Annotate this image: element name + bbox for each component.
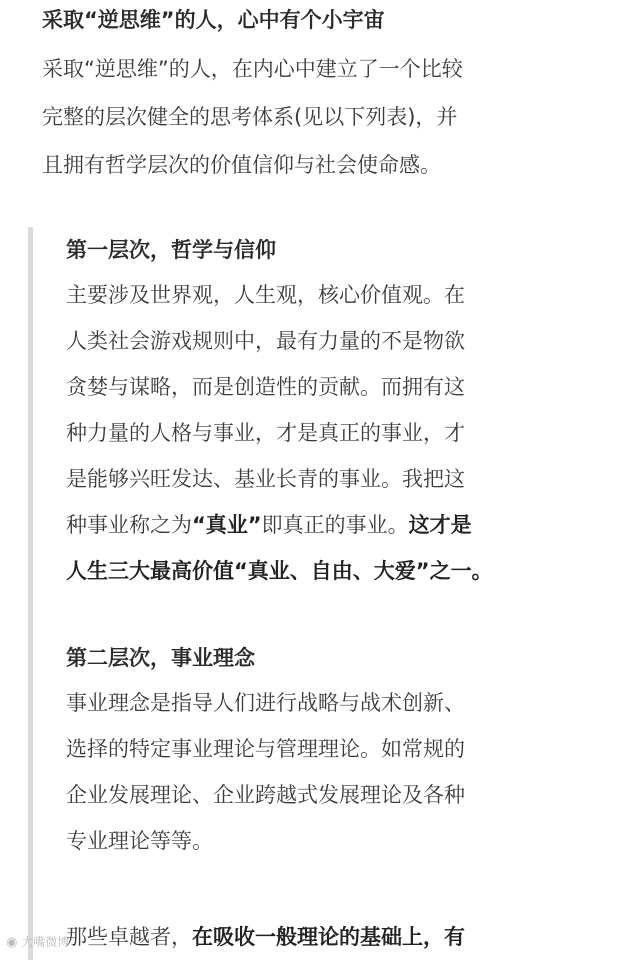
emphasis-text: 在吸收一般理论的基础上，有 xyxy=(192,925,465,949)
paragraph-line: 事业理念是指导人们进行战略与战术创新、 xyxy=(66,691,465,715)
paragraph-line: 选择的特定事业理论与管理理论。如常规的 xyxy=(66,737,465,761)
emphasis-text: 这才是 xyxy=(408,513,472,537)
text-run: 那些卓越者， xyxy=(66,925,192,949)
article-heading: 采取“逆思维”的人，心中有个小宇宙 xyxy=(42,8,385,32)
intro-paragraph xyxy=(42,45,602,189)
spacer xyxy=(66,864,606,914)
weibo-icon: ◉ xyxy=(6,935,18,950)
text-run: 种事业称之为 xyxy=(66,513,192,537)
section-title-level-1: 第一层次，哲学与信仰 xyxy=(66,238,276,262)
intro-line: 采取“逆思维”的人，在内心中建立了一个比较 xyxy=(42,57,463,81)
blockquote-bar xyxy=(28,227,33,960)
paragraph-line: 人类社会游戏规则中，最有力量的不是物欲 xyxy=(66,329,465,353)
section-2-paragraph xyxy=(66,680,606,864)
emphasis-zhenye: “真业” xyxy=(192,513,262,537)
emphasis-line: 人生三大最高价值“真业、自由、大爱”之一。 xyxy=(66,559,493,583)
paragraph-line: 主要涉及世界观，人生观，核心价值观。在 xyxy=(66,283,465,307)
paragraph-line: 种力量的人格与事业，才是真正的事业，才 xyxy=(66,421,465,445)
watermark-text: 大嘴微博 xyxy=(21,935,70,949)
paragraph-line xyxy=(66,914,606,960)
paragraph-line xyxy=(66,502,606,548)
text-run: 即真正的事业。 xyxy=(261,513,409,537)
spacer xyxy=(66,594,606,636)
paragraph-line: 专业理论等等。 xyxy=(66,829,213,853)
intro-line: 完整的层次健全的思考体系(见以下列表)，并 xyxy=(42,105,458,129)
section-title-level-2: 第二层次，事业理念 xyxy=(66,646,255,670)
intro-line: 且拥有哲学层次的价值信仰与社会使命感。 xyxy=(42,153,441,177)
paragraph-line: 企业发展理论、企业跨越式发展理论及各种 xyxy=(66,783,465,807)
paragraph-line: 是能够兴旺发达、基业长青的事业。我把这 xyxy=(66,467,465,491)
section-1-paragraph xyxy=(66,272,606,594)
blockquote xyxy=(66,228,606,960)
watermark xyxy=(6,934,69,951)
paragraph-line: 贪婪与谋略，而是创造性的贡献。而拥有这 xyxy=(66,375,465,399)
paragraph-3 xyxy=(66,914,606,960)
